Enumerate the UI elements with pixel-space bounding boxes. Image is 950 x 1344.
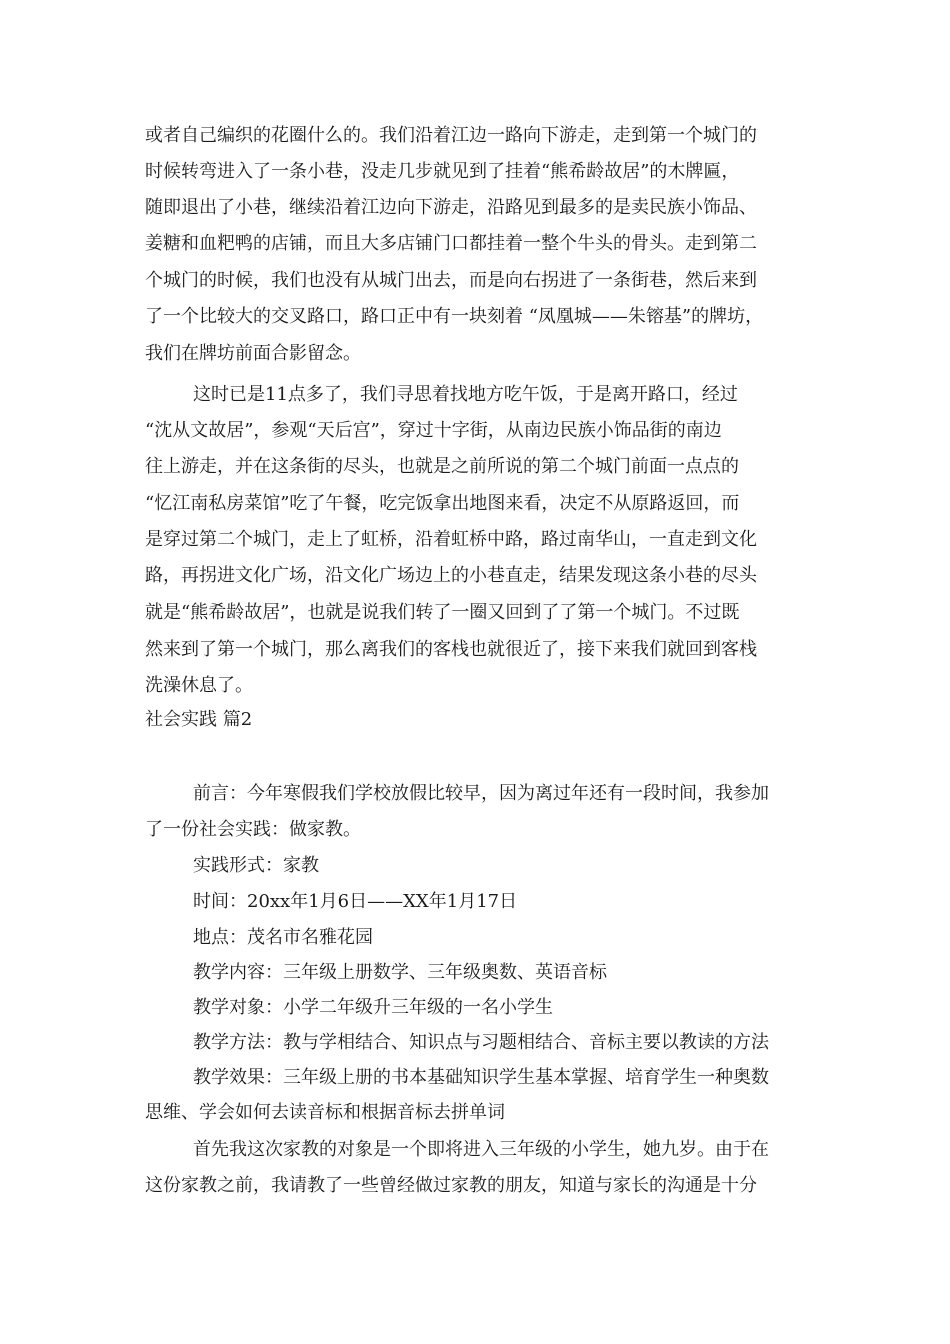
paragraph-line: 或者自己编织的花圈什么的。我们沿着江边一路向下游走，走到第一个城门的 (145, 125, 757, 146)
paragraph-line: “沈从文故居”，参观“天后宫”，穿过十字街，从南边民族小饰品街的南边 (145, 420, 722, 441)
paragraph-line: 是穿过第二个城门，走上了虹桥，沿着虹桥中路，路过南华山，一直走到文化 (145, 529, 757, 550)
section-heading: 社会实践 篇2 (145, 709, 253, 730)
info-line-target: 教学对象：小学二年级升三年级的一名小学生 (193, 997, 553, 1018)
paragraph-line: 了一个比较大的交叉路口，路口正中有一块刻着 “凤凰城——朱镕基”的牌坊， (145, 306, 764, 327)
paragraph-line: 然来到了第一个城门，那么离我们的客栈也就很近了，接下来我们就回到客栈 (145, 639, 757, 660)
paragraph-line: 这份家教之前，我请教了一些曾经做过家教的朋友，知道与家长的沟通是十分 (145, 1175, 757, 1196)
paragraph-line: 了一份社会实践：做家教。 (145, 819, 361, 840)
paragraph-line: 前言：今年寒假我们学校放假比较早，因为离过年还有一段时间，我参加 (193, 783, 769, 804)
paragraph-line: “忆江南私房菜馆”吃了午餐，吃完饭拿出地图来看，决定不从原路返回，而 (145, 493, 740, 514)
info-line-content: 教学内容：三年级上册数学、三年级奥数、英语音标 (193, 962, 607, 983)
paragraph-line: 我们在牌坊前面合影留念。 (145, 343, 361, 364)
paragraph-line: 首先我这次家教的对象是一个即将进入三年级的小学生，她九岁。由于在 (193, 1139, 769, 1160)
paragraph-line: 洗澡休息了。 (145, 675, 253, 696)
paragraph-line: 姜糖和血粑鸭的店铺，而且大多店铺门口都挂着一整个牛头的骨头。走到第二 (145, 233, 757, 254)
info-line-location: 地点：茂名市名雅花园 (193, 927, 373, 948)
paragraph-line: 个城门的时候，我们也没有从城门出去，而是向右拐进了一条街巷，然后来到 (145, 270, 757, 291)
info-line-form: 实践形式：家教 (193, 855, 319, 876)
paragraph-line: 随即退出了小巷，继续沿着江边向下游走，沿路见到最多的是卖民族小饰品、 (145, 197, 757, 218)
info-line-time: 时间：20xx年1月6日——XX年1月17日 (193, 891, 518, 912)
info-line-effect: 教学效果：三年级上册的书本基础知识学生基本掌握、培育学生一种奥数 (193, 1067, 769, 1088)
paragraph-line: 路，再拐进文化广场，沿文化广场边上的小巷直走，结果发现这条小巷的尽头 (145, 565, 757, 586)
paragraph-line: 往上游走，并在这条街的尽头，也就是之前所说的第二个城门前面一点点的 (145, 456, 739, 477)
paragraph-line: 时候转弯进入了一条小巷，没走几步就见到了挂着“熊希龄故居”的木牌匾， (145, 161, 740, 182)
paragraph-line: 思维、学会如何去读音标和根据音标去拼单词 (145, 1102, 505, 1123)
paragraph-line: 就是“熊希龄故居”，也就是说我们转了一圈又回到了了第一个城门。不过既 (145, 602, 740, 623)
info-line-method: 教学方法：教与学相结合、知识点与习题相结合、音标主要以教读的方法 (193, 1032, 769, 1053)
paragraph-line: 这时已是11点多了，我们寻思着找地方吃午饭，于是离开路口，经过 (193, 384, 738, 405)
